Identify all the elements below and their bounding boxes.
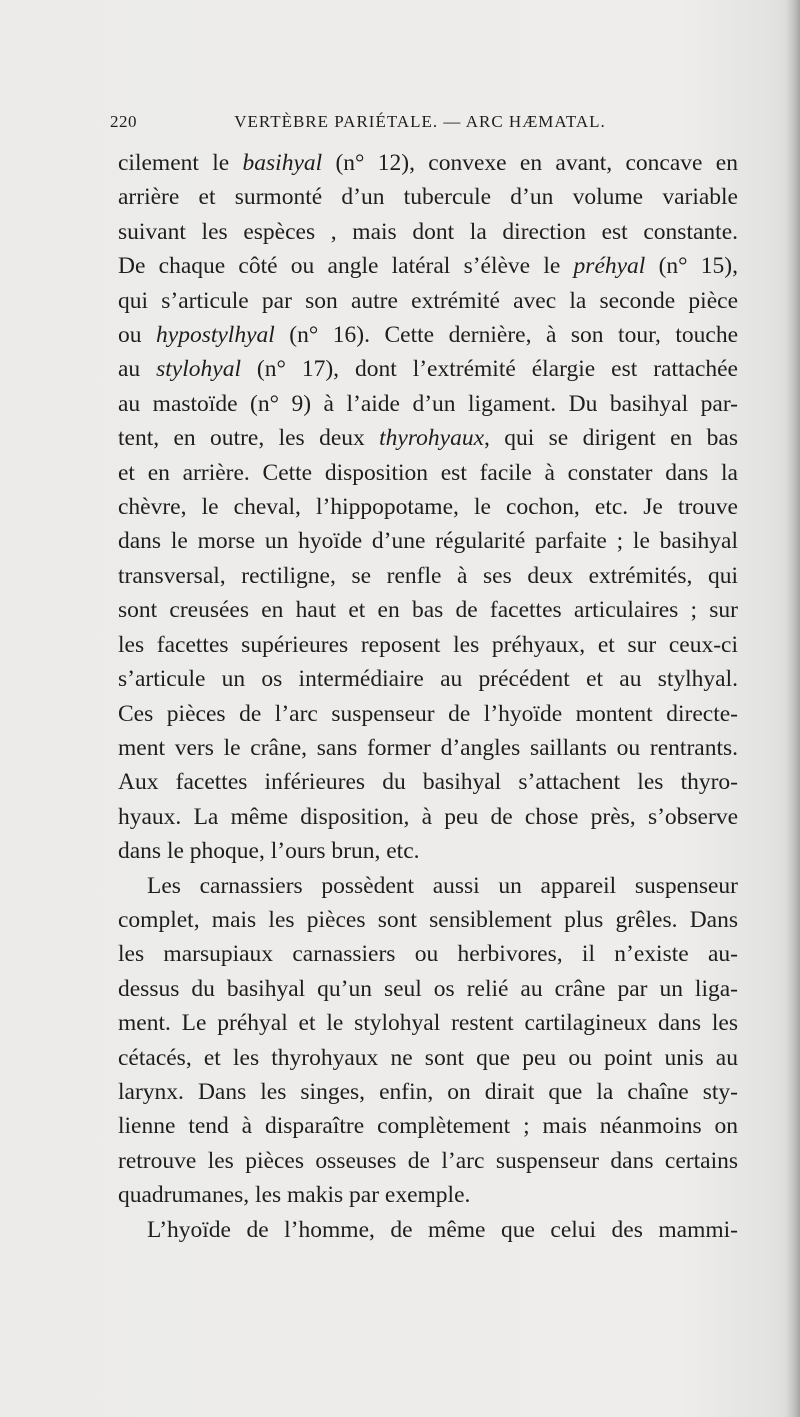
text-run: Les carnassiers possèdent aussi un appareil suspenseur: [147, 872, 738, 899]
text-run: ment vers le crâne, sans former d’angles saillants ou rentrants.: [118, 734, 738, 761]
text-line: [118, 972, 738, 1006]
italic-term: stylohyal: [156, 356, 241, 383]
text-line: [118, 249, 738, 283]
text-run: lienne tend à disparaître complètement ; mais néanmoins on: [118, 1113, 738, 1140]
text-run: hyaux. La même disposition, à peu de chose près, s’observe: [118, 803, 738, 830]
text-line: [118, 800, 738, 834]
text-run: sont creusées en haut et en bas de facettes articulaires ; sur: [118, 597, 738, 624]
text-line: [118, 1109, 738, 1143]
text-run: et en arrière. Cette disposition est facile à constater dans la: [118, 459, 738, 486]
text-run: chèvre, le cheval, l’hippopotame, le cochon, etc. Je trouve: [118, 494, 738, 521]
text-line: [118, 869, 738, 903]
text-run: dans le morse un hyoïde d’une régularité parfaite ; le basihyal: [118, 528, 738, 555]
text-line: [118, 731, 738, 765]
text-run: , qui se dirigent en bas: [484, 425, 738, 452]
text-run: dans le phoque, l’ours brun, etc.: [118, 838, 420, 865]
text-run: qui s’articule par son autre extrémité avec la seconde pièce: [118, 287, 738, 314]
italic-term: thyrohyaux: [379, 425, 484, 452]
text-line: [118, 662, 738, 696]
text-line: [118, 352, 738, 386]
text-run: (n° 15),: [645, 253, 738, 280]
body-text: [118, 146, 738, 1247]
text-line: [118, 593, 738, 627]
text-line: [118, 937, 738, 971]
text-line: [118, 490, 738, 524]
text-line: [118, 1178, 738, 1212]
text-run: De chaque côté ou angle latéral s’élève le: [118, 253, 574, 280]
text-run: s’articule un os intermédiaire au précédent et au stylhyal.: [118, 666, 738, 693]
page-edge-shadow: [786, 0, 800, 1417]
text-line: [118, 765, 738, 799]
text-run: larynx. Dans les singes, enfin, on dirait que la chaîne sty-: [118, 1078, 738, 1105]
text-run: cétacés, et les thyrohyaux ne sont que peu ou point unis au: [118, 1044, 738, 1071]
text-run: transversal, rectiligne, se renfle à ses deux extrémités, qui: [118, 562, 738, 589]
text-line: [118, 834, 738, 868]
text-run: retrouve les pièces osseuses de l’arc suspenseur dans certains: [118, 1147, 738, 1174]
text-run: ment. Le préhyal et le stylohyal restent cartilagineux dans les: [118, 1010, 738, 1037]
text-run: quadrumanes, les makis par exemple.: [118, 1182, 471, 1209]
text-line: [118, 903, 738, 937]
running-head-title: VERTÈBRE PARIÉTALE. — ARC HÆMATAL.: [234, 112, 606, 131]
text-run: arrière et surmonté d’un tubercule d’un volume variable: [118, 184, 738, 211]
text-run: L’hyoïde de l’homme, de même que celui des mammi-: [147, 1216, 738, 1243]
text-run: ou: [118, 322, 157, 349]
text-run: les facettes supérieures reposent les préhyaux, et sur ceux-ci: [118, 631, 738, 658]
text-line: [118, 559, 738, 593]
text-line: [118, 1041, 738, 1075]
text-run: les marsupiaux carnassiers ou herbivores, il n’existe au-: [118, 941, 738, 968]
text-run: cilement le: [118, 150, 243, 176]
text-run: suivant les espèces , mais dont la direction est constante.: [118, 218, 738, 245]
text-line: [118, 387, 738, 421]
text-line: [118, 456, 738, 490]
text-line: [118, 628, 738, 662]
text-run: (n° 16). Cette dernière, à son tour, touche: [274, 322, 738, 349]
text-line: [118, 215, 738, 249]
text-line: [118, 180, 738, 214]
page-number: 220: [110, 112, 137, 131]
text-run: Ces pièces de l’arc suspenseur de l’hyoïde montent directe-: [118, 700, 738, 727]
text-line: [118, 1075, 738, 1109]
text-line: [118, 318, 738, 352]
text-run: au: [118, 356, 157, 383]
text-line: [118, 421, 738, 455]
text-run: tent, en outre, les deux: [118, 425, 380, 452]
text-line: [118, 284, 738, 318]
text-run: (n° 17), dont l’extrémité élargie est rattachée: [240, 356, 738, 383]
italic-term: basihyal: [242, 150, 323, 176]
text-run: au mastoïde (n° 9) à l’aide d’un ligament. Du basihyal par-: [118, 390, 738, 417]
text-line: [118, 1144, 738, 1178]
text-line: [118, 1006, 738, 1040]
text-line: [118, 1213, 738, 1247]
running-head: [110, 112, 730, 136]
text-run: complet, mais les pièces sont sensiblement plus grêles. Dans: [118, 906, 738, 933]
text-line: [118, 146, 738, 180]
text-run: dessus du basihyal qu’un seul os relié au crâne par un liga-: [118, 975, 738, 1002]
text-line: [118, 697, 738, 731]
italic-term: préhyal: [573, 253, 646, 280]
text-run: (n° 12), convexe en avant, concave en: [322, 150, 738, 176]
text-line: [118, 524, 738, 558]
text-run: Aux facettes inférieures du basihyal s’attachent les thyro-: [118, 769, 738, 796]
italic-term: hypostylhyal: [156, 322, 275, 349]
